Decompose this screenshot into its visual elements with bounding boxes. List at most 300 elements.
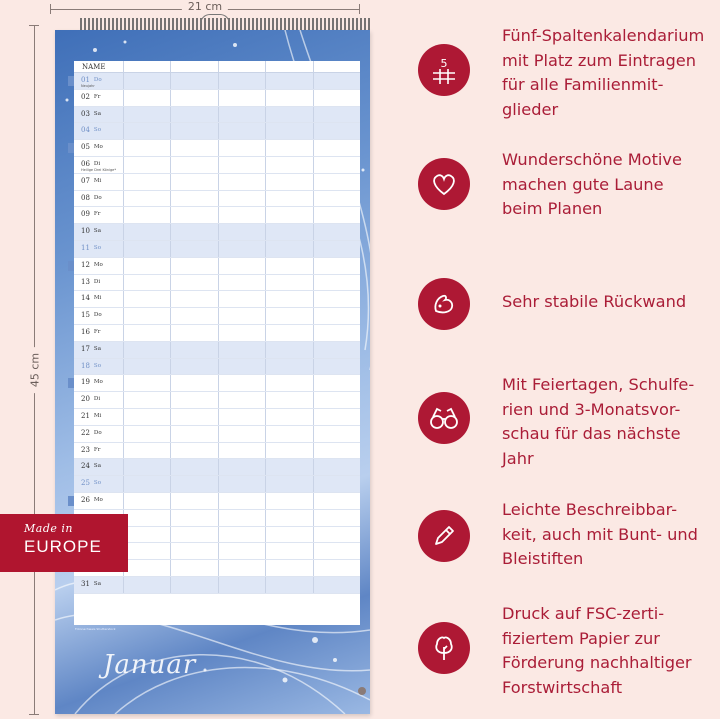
entry-cell bbox=[218, 275, 265, 291]
table-row bbox=[74, 73, 360, 90]
entry-cell bbox=[123, 459, 170, 475]
entry-cell bbox=[265, 258, 312, 274]
entry-cell bbox=[313, 73, 360, 89]
entry-cell bbox=[170, 90, 217, 106]
entry-cell bbox=[123, 543, 170, 559]
entry-cell bbox=[123, 291, 170, 307]
entry-cell bbox=[123, 527, 170, 543]
entry-cell bbox=[313, 426, 360, 442]
entry-cell bbox=[313, 174, 360, 190]
table-row bbox=[74, 224, 360, 241]
table-row bbox=[74, 392, 360, 409]
table-row bbox=[74, 325, 360, 342]
entry-cell bbox=[265, 73, 312, 89]
entry-cell bbox=[123, 224, 170, 240]
entry-cell bbox=[170, 527, 217, 543]
entry-cell bbox=[218, 241, 265, 257]
weekday: So bbox=[93, 362, 102, 369]
table-row bbox=[74, 207, 360, 224]
day-cell bbox=[74, 375, 123, 391]
day-number: 14 bbox=[81, 294, 90, 303]
day-cell bbox=[74, 191, 123, 207]
heart-icon bbox=[418, 158, 470, 210]
table-row bbox=[74, 258, 360, 275]
weekday: Sa bbox=[93, 345, 101, 352]
table-row bbox=[74, 191, 360, 208]
day-number: 23 bbox=[81, 445, 90, 454]
day-number: 05 bbox=[81, 143, 90, 152]
day-cell bbox=[74, 275, 123, 291]
entry-cell bbox=[170, 392, 217, 408]
entry-cell bbox=[170, 577, 217, 593]
day-cell bbox=[74, 342, 123, 358]
day-number: 20 bbox=[81, 395, 90, 404]
entry-cell bbox=[218, 140, 265, 156]
entry-columns bbox=[123, 426, 360, 442]
entry-cell bbox=[170, 342, 217, 358]
entry-cell bbox=[313, 342, 360, 358]
entry-columns bbox=[123, 409, 360, 425]
entry-columns bbox=[123, 275, 360, 291]
day-cell bbox=[74, 426, 123, 442]
entry-cell bbox=[313, 308, 360, 324]
entry-cell bbox=[265, 342, 312, 358]
entry-cell bbox=[313, 543, 360, 559]
day-cell bbox=[74, 392, 123, 408]
entry-columns bbox=[123, 157, 360, 173]
day-number: 17 bbox=[81, 344, 90, 353]
entry-cell bbox=[123, 207, 170, 223]
entry-cell bbox=[123, 426, 170, 442]
entry-cell bbox=[123, 123, 170, 139]
day-number: 24 bbox=[81, 462, 90, 471]
entry-cell bbox=[218, 577, 265, 593]
table-row bbox=[74, 90, 360, 107]
entry-cell bbox=[313, 157, 360, 173]
weekday: Fr bbox=[93, 446, 101, 453]
weekday: Mo bbox=[93, 261, 103, 268]
weekday: Fr bbox=[93, 328, 101, 335]
entry-cell bbox=[218, 291, 265, 307]
entry-cell bbox=[313, 375, 360, 391]
day-number: 13 bbox=[81, 277, 90, 286]
day-cell bbox=[74, 291, 123, 307]
entry-cell bbox=[170, 543, 217, 559]
entry-cell bbox=[265, 174, 312, 190]
entry-cell bbox=[313, 140, 360, 156]
week-marker bbox=[68, 378, 74, 388]
day-number: 26 bbox=[81, 495, 90, 504]
weekday: So bbox=[93, 127, 102, 134]
table-row bbox=[74, 241, 360, 258]
entry-cell bbox=[265, 90, 312, 106]
day-number: 19 bbox=[81, 378, 90, 387]
entry-columns bbox=[123, 73, 360, 89]
table-row bbox=[74, 275, 360, 292]
entry-cell bbox=[218, 443, 265, 459]
entry-cell bbox=[265, 527, 312, 543]
entry-cell bbox=[123, 275, 170, 291]
day-number: 22 bbox=[81, 428, 90, 437]
entry-cell bbox=[170, 409, 217, 425]
entry-cell bbox=[170, 275, 217, 291]
entry-cell bbox=[218, 157, 265, 173]
table-row bbox=[74, 409, 360, 426]
entry-cell bbox=[265, 409, 312, 425]
entry-cell bbox=[123, 560, 170, 576]
table-row bbox=[74, 459, 360, 476]
day-cell bbox=[74, 140, 123, 156]
entry-cell bbox=[170, 359, 217, 375]
entry-columns bbox=[123, 107, 360, 123]
entry-cell bbox=[170, 459, 217, 475]
day-number: 10 bbox=[81, 227, 90, 236]
entry-cell bbox=[170, 560, 217, 576]
entry-columns bbox=[123, 241, 360, 257]
entry-cell bbox=[170, 73, 217, 89]
entry-cell bbox=[313, 560, 360, 576]
weekday: Di bbox=[93, 396, 101, 403]
entry-cell bbox=[218, 224, 265, 240]
day-cell bbox=[74, 123, 123, 139]
table-row bbox=[74, 308, 360, 325]
entry-cell bbox=[265, 476, 312, 492]
day-cell bbox=[74, 241, 123, 257]
entry-cell bbox=[170, 325, 217, 341]
entry-cell bbox=[313, 527, 360, 543]
entry-columns bbox=[123, 224, 360, 240]
day-number: 08 bbox=[81, 193, 90, 202]
entry-cell bbox=[123, 342, 170, 358]
entry-cell bbox=[313, 275, 360, 291]
entry-cell bbox=[218, 409, 265, 425]
entry-cell bbox=[265, 577, 312, 593]
weekday: Mi bbox=[93, 412, 102, 419]
entry-cell bbox=[123, 443, 170, 459]
entry-cell bbox=[170, 107, 217, 123]
entry-cell bbox=[218, 191, 265, 207]
entry-cell bbox=[123, 174, 170, 190]
entry-cell bbox=[170, 241, 217, 257]
day-cell bbox=[74, 308, 123, 324]
entry-cell bbox=[218, 107, 265, 123]
weekday: Di bbox=[93, 278, 101, 285]
entry-columns bbox=[123, 375, 360, 391]
entry-cell bbox=[313, 107, 360, 123]
entry-cell bbox=[170, 308, 217, 324]
entry-cell bbox=[218, 308, 265, 324]
entry-cell bbox=[123, 325, 170, 341]
entry-cell bbox=[218, 426, 265, 442]
weekday: Sa bbox=[93, 110, 101, 117]
entry-cell bbox=[265, 560, 312, 576]
day-cell bbox=[74, 325, 123, 341]
day-cell bbox=[74, 443, 123, 459]
table-row bbox=[74, 426, 360, 443]
entry-cell bbox=[170, 476, 217, 492]
entry-cell bbox=[170, 224, 217, 240]
day-cell bbox=[74, 459, 123, 475]
entry-cell bbox=[313, 359, 360, 375]
weekday: Sa bbox=[93, 580, 101, 587]
day-cell bbox=[74, 174, 123, 190]
entry-columns bbox=[123, 174, 360, 190]
entry-cell bbox=[265, 325, 312, 341]
holiday-note: Heilige Drei Könige* bbox=[81, 167, 117, 172]
height-dimension bbox=[28, 25, 42, 715]
day-number: 09 bbox=[81, 210, 90, 219]
five-columns-icon bbox=[418, 44, 470, 96]
entry-cell bbox=[218, 73, 265, 89]
entry-cell bbox=[313, 577, 360, 593]
day-number: 06 bbox=[81, 159, 90, 168]
table-row bbox=[74, 107, 360, 124]
entry-columns bbox=[123, 510, 360, 526]
week-marker bbox=[68, 496, 74, 506]
week-marker bbox=[68, 76, 74, 86]
day-cell bbox=[74, 577, 123, 593]
entry-cell bbox=[170, 375, 217, 391]
entry-columns bbox=[123, 359, 360, 375]
entry-columns bbox=[123, 258, 360, 274]
day-number: 12 bbox=[81, 260, 90, 269]
table-row bbox=[74, 123, 360, 140]
entry-cell bbox=[218, 207, 265, 223]
weekday: Do bbox=[93, 429, 102, 436]
entry-cell bbox=[265, 275, 312, 291]
entry-cell bbox=[265, 224, 312, 240]
table-row bbox=[74, 174, 360, 191]
entry-columns bbox=[123, 543, 360, 559]
entry-cell bbox=[265, 207, 312, 223]
feature-text: Sehr stabile Rückwand bbox=[502, 292, 687, 311]
entry-cell bbox=[265, 543, 312, 559]
weekday: Mo bbox=[93, 496, 103, 503]
width-label: 21 cm bbox=[182, 0, 228, 13]
entry-cell bbox=[313, 325, 360, 341]
day-number: 21 bbox=[81, 411, 90, 420]
entry-cell bbox=[123, 258, 170, 274]
footer-note: Fotonachweis Shutterstock bbox=[75, 627, 116, 631]
entry-columns bbox=[123, 527, 360, 543]
entry-cell bbox=[313, 191, 360, 207]
grid-header bbox=[74, 61, 360, 73]
table-row bbox=[74, 359, 360, 376]
height-label: 45 cm bbox=[29, 347, 42, 393]
entry-columns bbox=[123, 342, 360, 358]
entry-cell bbox=[170, 157, 217, 173]
tree-icon bbox=[418, 622, 470, 674]
weekday: Fr bbox=[93, 93, 101, 100]
entry-cell bbox=[265, 123, 312, 139]
entry-columns bbox=[123, 308, 360, 324]
entry-cell bbox=[313, 392, 360, 408]
entry-cell bbox=[265, 359, 312, 375]
entry-columns bbox=[123, 291, 360, 307]
entry-cell bbox=[123, 510, 170, 526]
day-number: 03 bbox=[81, 109, 90, 118]
entry-columns bbox=[123, 577, 360, 593]
table-row bbox=[74, 443, 360, 460]
entry-cell bbox=[218, 527, 265, 543]
entry-cell bbox=[313, 476, 360, 492]
month-name: Januar bbox=[103, 650, 197, 680]
entry-cell bbox=[218, 90, 265, 106]
entry-cell bbox=[218, 392, 265, 408]
day-number: 31 bbox=[81, 579, 90, 588]
entry-columns bbox=[123, 123, 360, 139]
entry-columns bbox=[123, 493, 360, 509]
entry-cell bbox=[313, 123, 360, 139]
entry-cell bbox=[123, 375, 170, 391]
entry-cell bbox=[123, 392, 170, 408]
entry-cell bbox=[313, 493, 360, 509]
day-number: 11 bbox=[81, 243, 90, 252]
entry-cell bbox=[123, 493, 170, 509]
name-header: NAME bbox=[82, 63, 106, 71]
weekday: Do bbox=[93, 77, 102, 83]
day-cell bbox=[74, 207, 123, 223]
entry-cell bbox=[218, 123, 265, 139]
entry-cell bbox=[123, 241, 170, 257]
weekday: Sa bbox=[93, 463, 101, 470]
binoculars-icon bbox=[418, 392, 470, 444]
strong-arm-icon bbox=[418, 278, 470, 330]
feature-text: Fünf-Spaltenkalendarium mit Platz zum Eintragen für alle Familienmit- glieder bbox=[502, 26, 705, 119]
weekday: Fr bbox=[93, 211, 101, 218]
entry-cell bbox=[123, 73, 170, 89]
entry-cell bbox=[313, 207, 360, 223]
week-marker bbox=[68, 261, 74, 271]
day-cell bbox=[74, 493, 123, 509]
entry-cell bbox=[218, 476, 265, 492]
entry-cell bbox=[123, 90, 170, 106]
entry-cell bbox=[265, 510, 312, 526]
weekday: Do bbox=[93, 312, 102, 319]
entry-cell bbox=[313, 241, 360, 257]
day-number: 01 bbox=[81, 76, 90, 84]
entry-columns bbox=[123, 207, 360, 223]
holiday-note: Neujahr bbox=[81, 84, 95, 88]
entry-cell bbox=[170, 291, 217, 307]
entry-cell bbox=[218, 560, 265, 576]
entry-cell bbox=[123, 577, 170, 593]
weekday: So bbox=[93, 480, 102, 487]
day-number: 25 bbox=[81, 479, 90, 488]
calendar-product bbox=[55, 30, 370, 714]
day-cell bbox=[74, 476, 123, 492]
day-cell bbox=[74, 224, 123, 240]
week-marker bbox=[68, 143, 74, 153]
day-cell bbox=[74, 359, 123, 375]
entry-cell bbox=[218, 375, 265, 391]
day-number: 15 bbox=[81, 311, 90, 320]
entry-cell bbox=[265, 493, 312, 509]
table-row bbox=[74, 342, 360, 359]
entry-cell bbox=[218, 325, 265, 341]
entry-cell bbox=[170, 207, 217, 223]
entry-cell bbox=[218, 543, 265, 559]
entry-cell bbox=[123, 409, 170, 425]
entry-cell bbox=[313, 291, 360, 307]
day-number: 07 bbox=[81, 176, 90, 185]
table-row bbox=[74, 157, 360, 174]
entry-cell bbox=[170, 191, 217, 207]
badge-made-in: Made in bbox=[24, 522, 73, 535]
entry-cell bbox=[170, 510, 217, 526]
entry-cell bbox=[265, 157, 312, 173]
entry-cell bbox=[313, 443, 360, 459]
made-in-europe-badge bbox=[0, 514, 128, 572]
table-row bbox=[74, 577, 360, 594]
entry-cell bbox=[265, 291, 312, 307]
entry-cell bbox=[265, 241, 312, 257]
day-cell bbox=[74, 90, 123, 106]
day-number: 16 bbox=[81, 327, 90, 336]
entry-cell bbox=[265, 459, 312, 475]
svg-text:5: 5 bbox=[440, 57, 448, 70]
entry-cell bbox=[218, 493, 265, 509]
entry-columns bbox=[123, 191, 360, 207]
entry-cell bbox=[123, 157, 170, 173]
weekday: So bbox=[93, 244, 102, 251]
weekday: Sa bbox=[93, 228, 101, 235]
weekday: Mi bbox=[93, 177, 102, 184]
day-cell bbox=[74, 107, 123, 123]
feature-text: Mit Feiertagen, Schulfe- rien und 3-Monatsvor- schau für das nächste Jahr bbox=[502, 375, 695, 468]
entry-columns bbox=[123, 443, 360, 459]
entry-cell bbox=[123, 191, 170, 207]
day-number: 02 bbox=[81, 92, 90, 101]
entry-cell bbox=[218, 258, 265, 274]
publisher-logo bbox=[358, 687, 366, 695]
table-row bbox=[74, 291, 360, 308]
entry-cell bbox=[313, 510, 360, 526]
entry-cell bbox=[313, 409, 360, 425]
entry-cell bbox=[265, 392, 312, 408]
entry-cell bbox=[313, 224, 360, 240]
entry-cell bbox=[265, 375, 312, 391]
feature-text: Druck auf FSC-zerti- fiziertem Papier zur Förderung nachhaltiger Forstwirtschaft bbox=[502, 604, 692, 697]
entry-cell bbox=[170, 493, 217, 509]
table-row bbox=[74, 140, 360, 157]
family-columns bbox=[123, 61, 360, 72]
feature-text: Wunderschöne Motive machen gute Laune beim Planen bbox=[502, 150, 682, 218]
day-cell bbox=[74, 409, 123, 425]
day-number: 04 bbox=[81, 126, 90, 135]
entry-cell bbox=[218, 359, 265, 375]
entry-cell bbox=[265, 140, 312, 156]
entry-cell bbox=[265, 443, 312, 459]
entry-cell bbox=[265, 107, 312, 123]
weekday: Mo bbox=[93, 144, 103, 151]
badge-region: EUROPE bbox=[24, 537, 102, 556]
table-row bbox=[74, 476, 360, 493]
entry-columns bbox=[123, 476, 360, 492]
entry-cell bbox=[170, 140, 217, 156]
entry-cell bbox=[123, 308, 170, 324]
table-row bbox=[74, 375, 360, 392]
weekday: Mi bbox=[93, 295, 102, 302]
table-row bbox=[74, 493, 360, 510]
entry-cell bbox=[313, 90, 360, 106]
entry-cell bbox=[265, 426, 312, 442]
entry-columns bbox=[123, 90, 360, 106]
entry-cell bbox=[265, 191, 312, 207]
entry-cell bbox=[170, 123, 217, 139]
pencil-icon bbox=[418, 510, 470, 562]
weekday: Di bbox=[93, 160, 101, 167]
